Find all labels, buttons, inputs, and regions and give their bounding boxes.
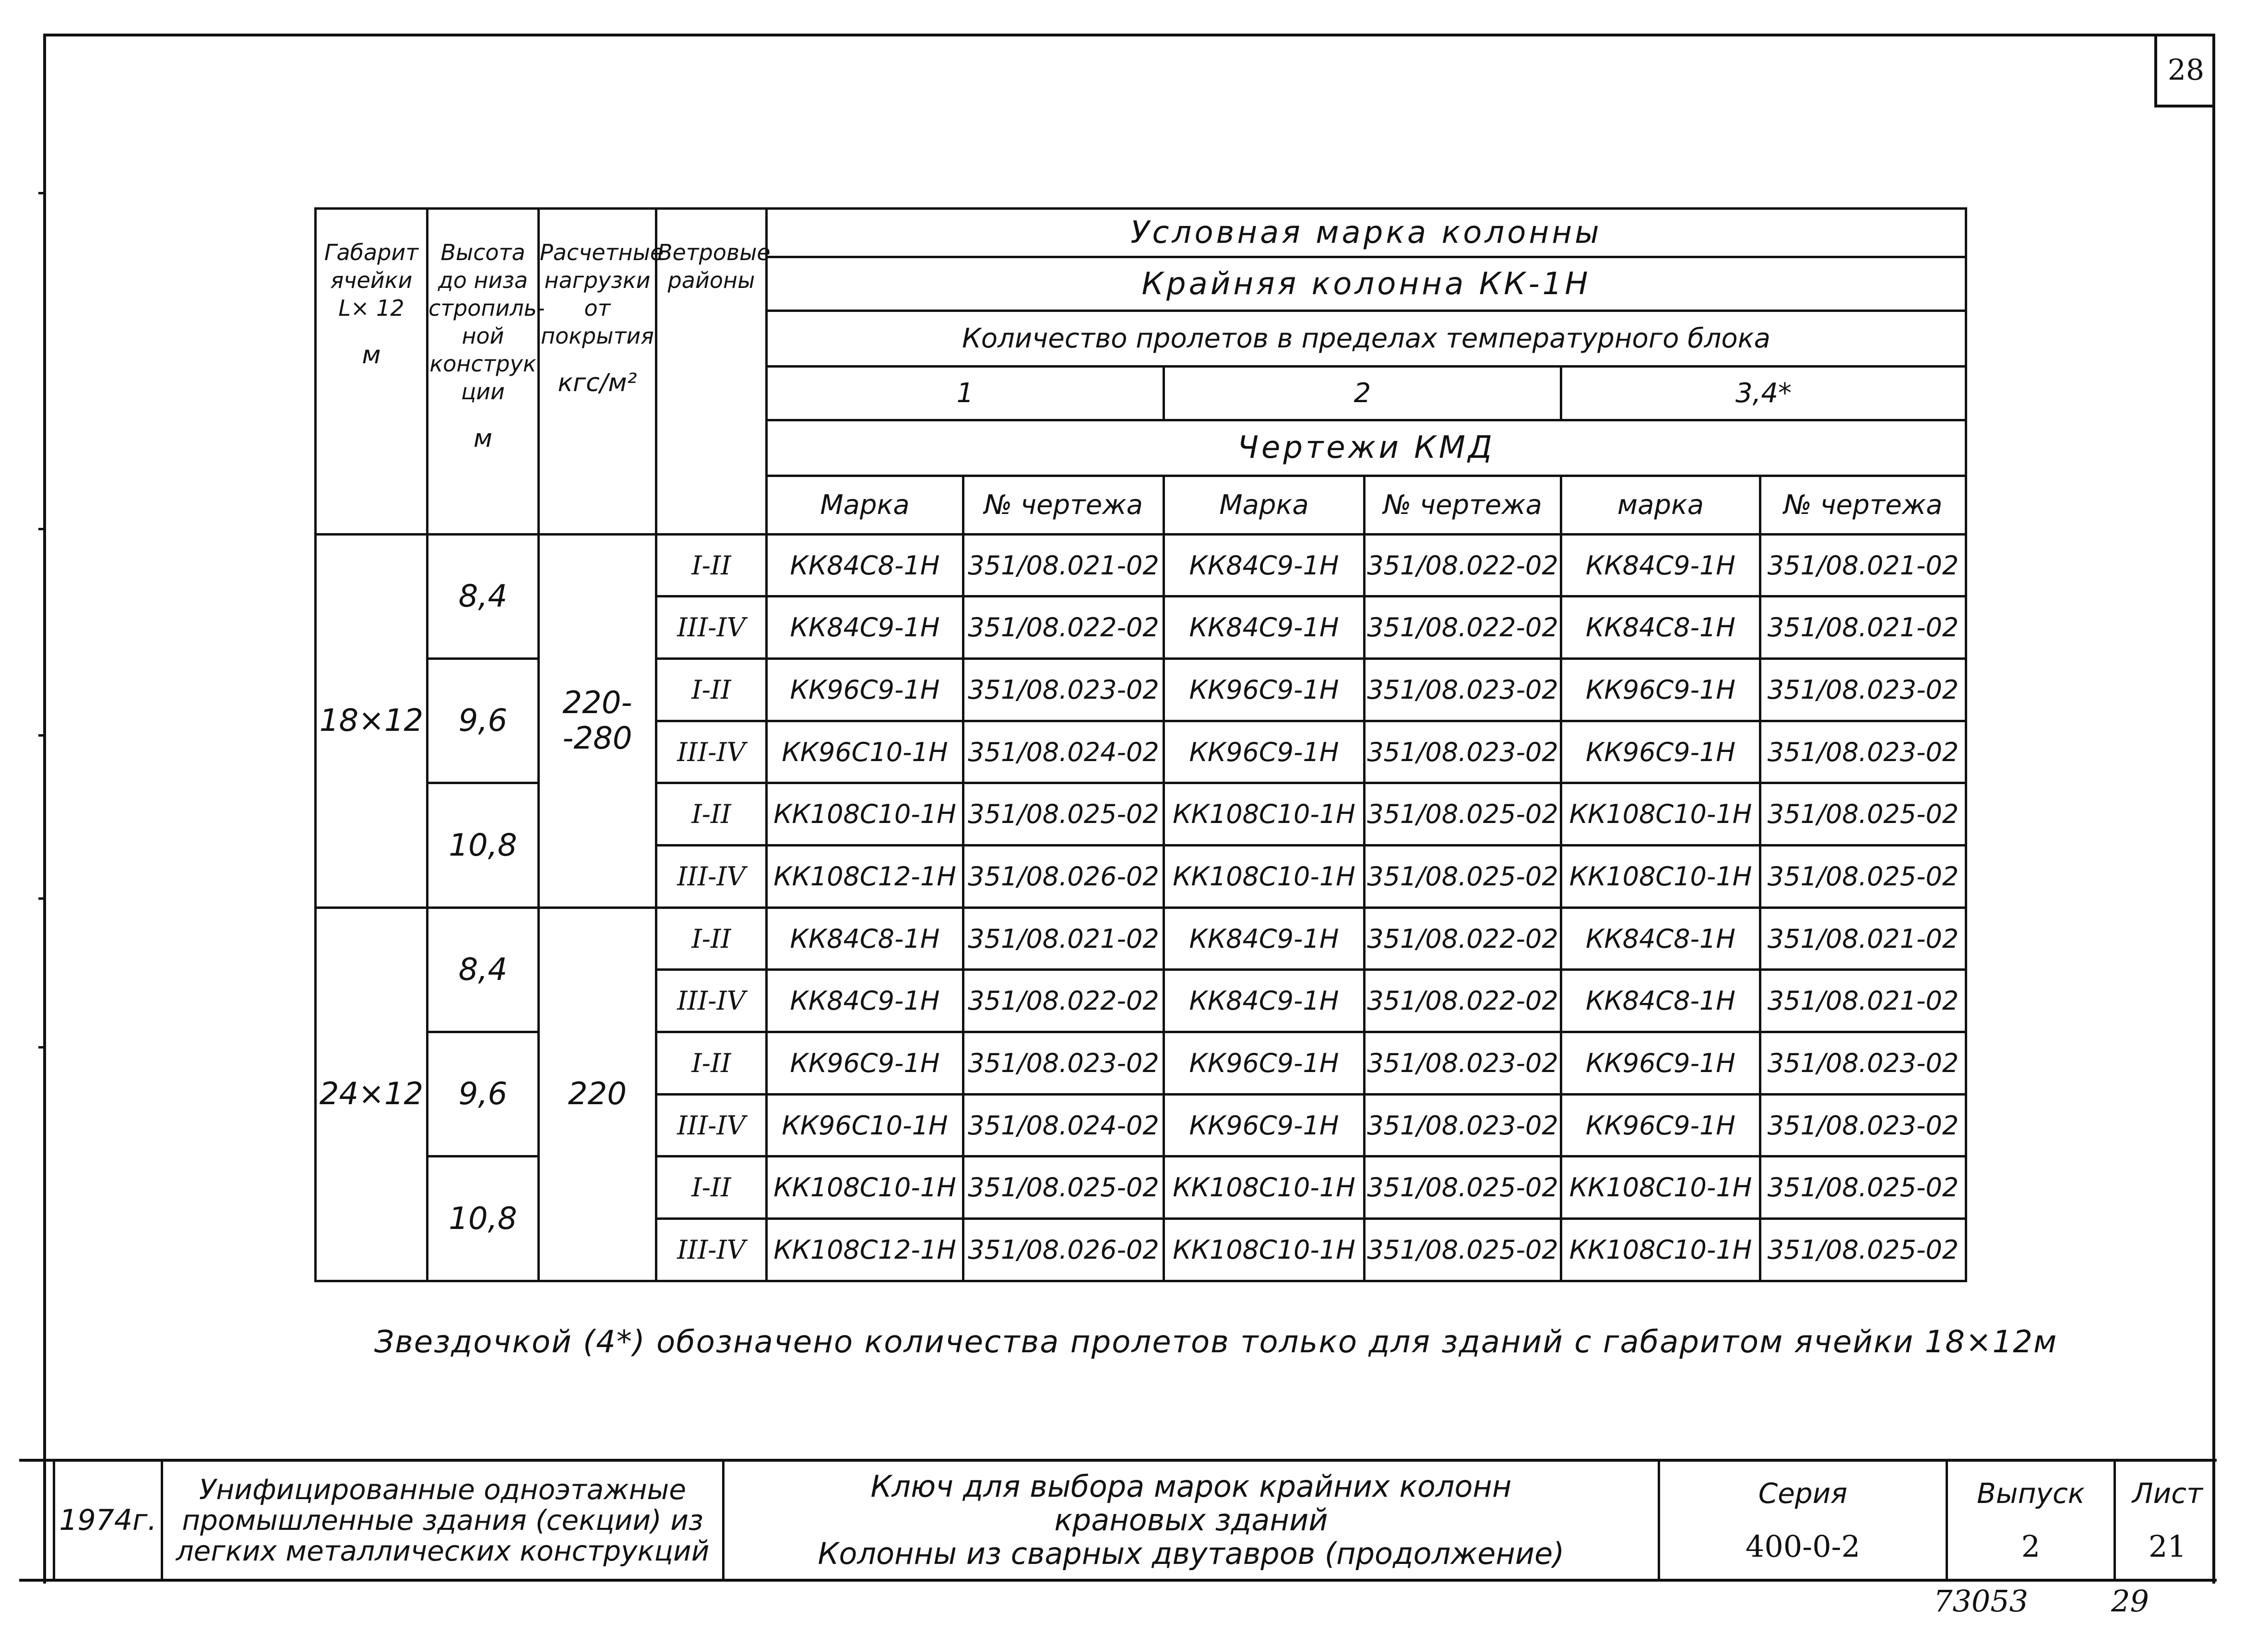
cell-drawing-number: 351/08.023-02 <box>1760 721 1966 783</box>
cell-drawing-number: 351/08.025-02 <box>1365 846 1561 908</box>
cell-drawing-number: 351/08.023-02 <box>1365 1094 1561 1156</box>
cell-mark: КК84С8-1Н <box>1561 596 1760 659</box>
cell-mark: КК84С8-1Н <box>1561 907 1760 970</box>
footnote: Звездочкой (4*) обозначено количества пролетов только для зданий с габаритом ячейки 18×12м <box>374 1324 2058 1360</box>
cell-drawing-number: 351/08.022-02 <box>963 596 1164 659</box>
cell-mark: КК96С9-1Н <box>767 1032 963 1095</box>
cell-drawing-number: 351/08.025-02 <box>1760 846 1966 908</box>
header-gabarit-unit: м <box>362 341 381 370</box>
page-number: 28 <box>2154 36 2215 107</box>
cell-mark: КК108С10-1Н <box>1164 846 1365 908</box>
cell-mark: КК84С9-1Н <box>1164 534 1365 596</box>
cell-mark: КК108С10-1Н <box>1561 846 1760 908</box>
cell-mark: КК108С10-1Н <box>767 783 963 846</box>
margin-tick <box>38 734 45 737</box>
cell-drawing-number: 351/08.021-02 <box>963 534 1164 596</box>
header-wind <box>656 209 771 535</box>
header-col-mark-1: Марка <box>767 476 963 535</box>
cell-mark: КК108С12-1Н <box>767 846 963 908</box>
cell-drawing-number: 351/08.025-02 <box>1760 783 1966 846</box>
cell-mark: КК108С10-1Н <box>1164 783 1365 846</box>
margin-tick <box>38 192 45 194</box>
cell-mark: КК96С9-1Н <box>1561 721 1760 783</box>
header-column-type: Крайняя колонна КК-1Н <box>767 257 1966 310</box>
cell-drawing-number: 351/08.023-02 <box>1365 721 1561 783</box>
cell-mark: КК96С9-1Н <box>1561 1094 1760 1156</box>
cell-drawing-number: 351/08.025-02 <box>1365 1219 1561 1281</box>
cell-height: 10,8 <box>427 1156 539 1281</box>
cell-mark: КК84С9-1Н <box>1561 534 1760 596</box>
column-selection-table <box>314 207 1967 1282</box>
cell-drawing-number: 351/08.021-02 <box>1760 970 1966 1032</box>
header-gabarit-line: Габарит <box>324 239 419 265</box>
stamp-issue <box>1946 1462 2114 1579</box>
cell-wind-region: I-II <box>656 1032 767 1095</box>
stamp-issue-value: 2 <box>2021 1528 2041 1564</box>
header-drawings: Чертежи КМД <box>767 420 1966 476</box>
cell-wind-region: I-II <box>656 534 767 596</box>
cell-drawing-number: 351/08.024-02 <box>963 1094 1164 1156</box>
cell-drawing-number: 351/08.023-02 <box>1760 659 1966 721</box>
stamp-sheet <box>2114 1462 2219 1579</box>
cell-mark: КК96С9-1Н <box>1164 1094 1365 1156</box>
cell-mark: КК84С9-1Н <box>1164 596 1365 659</box>
cell-mark: КК96С10-1Н <box>767 721 963 783</box>
stamp-series-label: Серия <box>1758 1477 1848 1510</box>
cell-mark: КК108С10-1Н <box>1561 783 1760 846</box>
header-gabarit <box>316 209 427 535</box>
header-height-line: до низа <box>438 267 528 293</box>
cell-height: 9,6 <box>427 1032 539 1156</box>
cell-wind-region: III-IV <box>656 970 767 1032</box>
header-height-line: ной <box>462 323 504 349</box>
cell-mark: КК96С9-1Н <box>1561 659 1760 721</box>
stamp-title-line: Колонны из сварных двутавров (продолжение) <box>818 1536 1565 1571</box>
cell-drawing-number: 351/08.021-02 <box>1760 596 1966 659</box>
cell-height: 8,4 <box>427 534 539 658</box>
stamp-title-line: крановых зданий <box>1054 1502 1328 1538</box>
cell-drawing-number: 351/08.021-02 <box>963 907 1164 970</box>
cell-mark: КК84С8-1Н <box>1561 970 1760 1032</box>
margin-handwriting <box>10 1056 38 1560</box>
cell-gabarit: 24×12 <box>316 907 427 1281</box>
margin-tick <box>38 1046 45 1049</box>
cell-drawing-number: 351/08.022-02 <box>1365 907 1561 970</box>
cell-height: 10,8 <box>427 783 539 907</box>
header-col-num-3: № чертежа <box>1760 476 1966 535</box>
cell-height: 9,6 <box>427 659 539 783</box>
header-load-line: покрытия <box>541 323 654 349</box>
cell-drawing-number: 351/08.021-02 <box>1760 534 1966 596</box>
header-col-num-2: № чертежа <box>1365 476 1561 535</box>
cell-mark: КК108С10-1Н <box>1164 1219 1365 1281</box>
cell-mark: КК84С9-1Н <box>1164 970 1365 1032</box>
cell-mark: КК84С8-1Н <box>767 907 963 970</box>
cell-mark: КК108С10-1Н <box>767 1156 963 1219</box>
header-col-mark-3: марка <box>1561 476 1760 535</box>
cell-drawing-number: 351/08.022-02 <box>963 970 1164 1032</box>
cell-mark: КК96С9-1Н <box>767 659 963 721</box>
cell-mark: КК108С10-1Н <box>1164 1156 1365 1219</box>
cell-drawing-number: 351/08.022-02 <box>1365 534 1561 596</box>
cell-load: 220 <box>539 907 656 1281</box>
header-col-num-1: № чертежа <box>963 476 1164 535</box>
stamp-organization <box>161 1462 722 1579</box>
cell-mark: КК96С9-1Н <box>1561 1032 1760 1095</box>
header-height <box>427 209 545 535</box>
stamp-bottom-line <box>19 1579 2217 1582</box>
cell-mark: КК96С9-1Н <box>1164 659 1365 721</box>
cell-drawing-number: 351/08.022-02 <box>1365 970 1561 1032</box>
cell-height: 8,4 <box>427 907 539 1032</box>
stamp-series <box>1658 1462 1946 1579</box>
cell-wind-region: III-IV <box>656 1219 767 1281</box>
header-wind-line: районы <box>667 267 755 293</box>
header-height-unit: м <box>473 424 493 453</box>
stamp-year-value: 1974г. <box>59 1503 157 1537</box>
header-mark-title: Условная марка колонны <box>767 209 1966 257</box>
cell-drawing-number: 351/08.026-02 <box>963 846 1164 908</box>
cell-wind-region: III-IV <box>656 721 767 783</box>
cell-drawing-number: 351/08.023-02 <box>1760 1094 1966 1156</box>
header-load <box>539 209 664 535</box>
stamp-issue-label: Выпуск <box>1977 1477 2085 1510</box>
stamp-series-value: 400-0-2 <box>1745 1528 1861 1564</box>
cell-drawing-number: 351/08.025-02 <box>963 1156 1164 1219</box>
stamp-org-line: Унифицированные одноэтажные <box>199 1473 686 1506</box>
header-load-unit: кгс/м² <box>558 369 637 397</box>
cell-drawing-number: 351/08.025-02 <box>1760 1219 1966 1281</box>
cell-mark: КК96С10-1Н <box>767 1094 963 1156</box>
cell-mark: КК96С9-1Н <box>1164 1032 1365 1095</box>
cell-mark: КК84С8-1Н <box>767 534 963 596</box>
cell-drawing-number: 351/08.023-02 <box>1760 1032 1966 1095</box>
header-span-1: 1 <box>767 367 1164 420</box>
cell-wind-region: III-IV <box>656 596 767 659</box>
cell-wind-region: I-II <box>656 1156 767 1219</box>
header-load-line: нагрузки <box>544 267 651 293</box>
header-gabarit-line: ячейки <box>330 267 413 293</box>
stamp-sheet-label: Лист <box>2132 1477 2203 1510</box>
header-span-34: 3,4* <box>1561 367 1966 420</box>
cell-mark: КК108С12-1Н <box>767 1219 963 1281</box>
cell-wind-region: I-II <box>656 783 767 846</box>
stamp-title <box>722 1462 1658 1579</box>
stamp-title-line: Ключ для выбора марок крайних колонн <box>870 1469 1512 1504</box>
cell-wind-region: III-IV <box>656 846 767 908</box>
cell-wind-region: III-IV <box>656 1094 767 1156</box>
stamp-org-line: промышленные здания (секции) из <box>182 1504 703 1537</box>
cell-drawing-number: 351/08.023-02 <box>963 659 1164 721</box>
cell-drawing-number: 351/08.021-02 <box>1760 907 1966 970</box>
cell-mark: КК108С10-1Н <box>1561 1219 1760 1281</box>
cell-wind-region: I-II <box>656 659 767 721</box>
cell-mark: КК108С10-1Н <box>1561 1156 1760 1219</box>
cell-wind-region: I-II <box>656 907 767 970</box>
cell-drawing-number: 351/08.023-02 <box>1365 1032 1561 1095</box>
header-height-line: ции <box>461 379 505 405</box>
header-load-line: от <box>584 295 611 321</box>
table-row <box>316 907 1966 970</box>
header-height-line: конструк <box>429 351 536 377</box>
table-row <box>316 534 1966 596</box>
table-body <box>316 209 1966 1281</box>
cell-drawing-number: 351/08.025-02 <box>1365 783 1561 846</box>
margin-tick <box>38 528 45 530</box>
header-gabarit-line: L× 12 <box>338 295 404 321</box>
cell-mark: КК84С9-1Н <box>767 596 963 659</box>
header-height-line: стропиль- <box>428 295 545 321</box>
header-span-count: Количество пролетов в пределах температурного блока <box>767 310 1966 367</box>
cell-drawing-number: 351/08.025-02 <box>963 783 1164 846</box>
stamp-sheet-value: 21 <box>2149 1528 2186 1564</box>
stamp-org-line: легких металлических конструкций <box>176 1535 710 1567</box>
cell-load: 220- -280 <box>539 534 656 907</box>
header-col-mark-2: Марка <box>1164 476 1365 535</box>
stamp-year <box>53 1462 161 1579</box>
header-wind-line: Ветровые <box>657 239 771 265</box>
header-height-line: Высота <box>440 239 525 265</box>
cell-drawing-number: 351/08.024-02 <box>963 721 1164 783</box>
cell-mark: КК84С9-1Н <box>767 970 963 1032</box>
cell-mark: КК96С9-1Н <box>1164 721 1365 783</box>
header-span-2: 2 <box>1164 367 1561 420</box>
cell-drawing-number: 351/08.026-02 <box>963 1219 1164 1281</box>
cell-drawing-number: 351/08.025-02 <box>1365 1156 1561 1219</box>
cell-drawing-number: 351/08.022-02 <box>1365 596 1561 659</box>
cell-drawing-number: 351/08.023-02 <box>963 1032 1164 1095</box>
cell-drawing-number: 351/08.023-02 <box>1365 659 1561 721</box>
margin-tick <box>38 897 45 900</box>
cell-mark: КК84С9-1Н <box>1164 907 1365 970</box>
cell-gabarit: 18×12 <box>316 534 427 907</box>
header-load-line: Расчетные <box>540 239 664 265</box>
cell-drawing-number: 351/08.025-02 <box>1760 1156 1966 1219</box>
bottom-right-number: 29 <box>2111 1584 2149 1619</box>
bottom-left-number: 73053 <box>1934 1584 2029 1619</box>
